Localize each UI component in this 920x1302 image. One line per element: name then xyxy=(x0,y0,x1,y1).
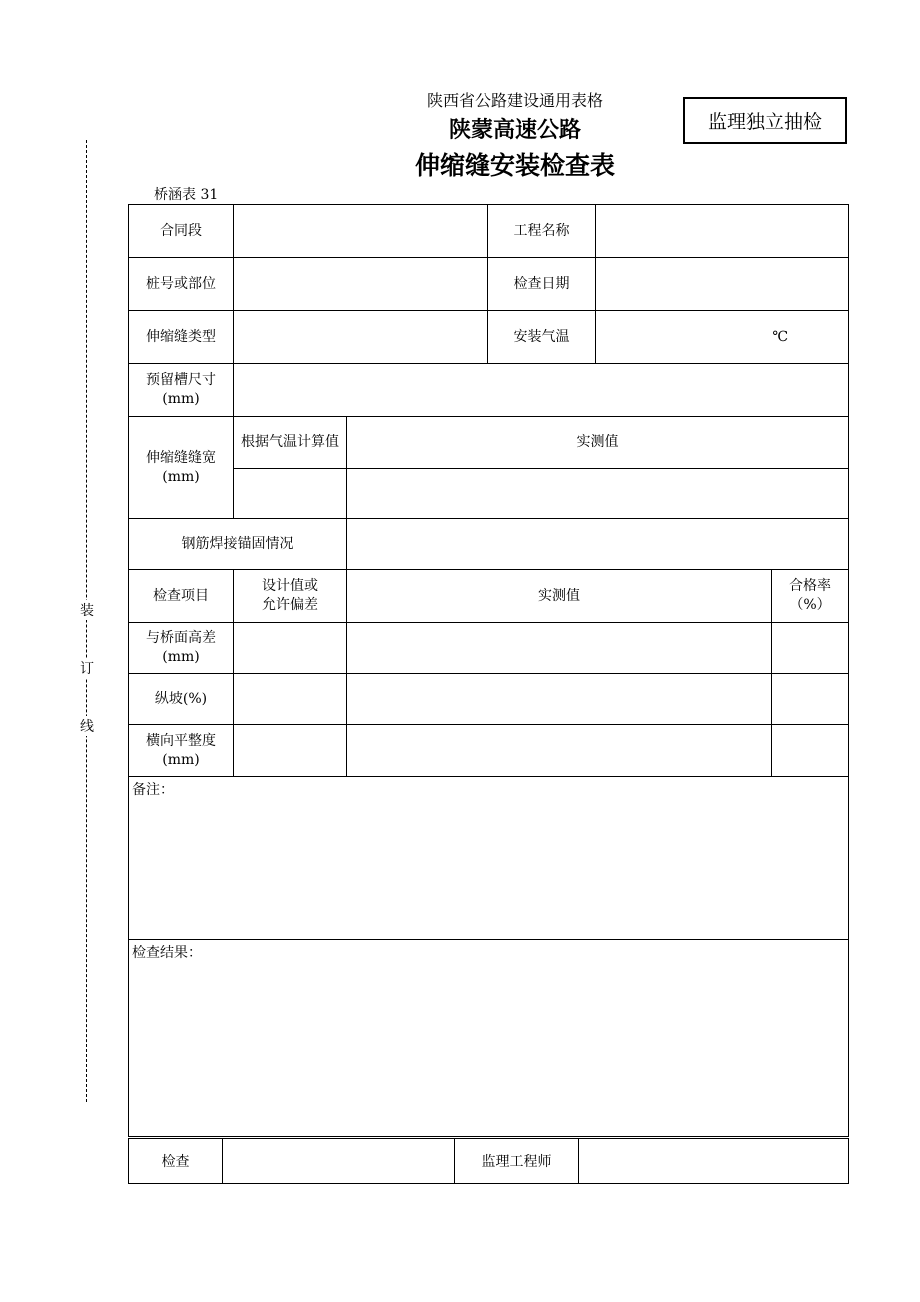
inspector-signature[interactable] xyxy=(223,1139,455,1184)
measured-value[interactable] xyxy=(347,469,849,519)
stamp-box: 监理独立抽检 xyxy=(683,97,847,144)
signature-table xyxy=(128,1138,849,1184)
inspector-label: 检查 xyxy=(129,1139,223,1184)
rate-cell[interactable] xyxy=(772,725,849,777)
measured-value-cell[interactable] xyxy=(347,725,772,777)
result-label: 检查结果： xyxy=(132,945,202,961)
binding-char: 装 xyxy=(78,600,96,620)
project-title: 陕蒙高速公路 xyxy=(448,118,581,143)
width-label xyxy=(129,417,234,519)
measured-value-cell[interactable] xyxy=(347,623,772,674)
inspection-form-table xyxy=(128,204,849,1137)
calc-value[interactable] xyxy=(234,469,347,519)
groove-value[interactable] xyxy=(234,364,849,417)
row-unit: (mm) xyxy=(162,649,200,665)
col-rate-line2: （%） xyxy=(789,597,831,613)
temp-label: 安装气温 xyxy=(488,311,596,364)
contract-label: 合同段 xyxy=(129,205,234,258)
supervisor-label: 监理工程师 xyxy=(455,1139,579,1184)
design-value-cell[interactable] xyxy=(234,674,347,725)
col-measured-header: 实测值 xyxy=(347,570,772,623)
inspection-row-label xyxy=(129,623,234,674)
notes-area[interactable] xyxy=(129,777,849,940)
rate-cell[interactable] xyxy=(772,674,849,725)
date-label: 检查日期 xyxy=(488,258,596,311)
measured-label: 实测值 xyxy=(347,417,849,469)
station-label: 桩号或部位 xyxy=(129,258,234,311)
rate-cell[interactable] xyxy=(772,623,849,674)
width-label-text: 伸缩缝缝宽 xyxy=(146,449,216,466)
rebar-label: 钢筋焊接锚固情况 xyxy=(129,519,347,570)
project-name-value[interactable] xyxy=(596,205,849,258)
design-value-cell[interactable] xyxy=(234,725,347,777)
temp-unit: ℃ xyxy=(772,328,788,345)
col-rate-header xyxy=(772,570,849,623)
col-design-header xyxy=(234,570,347,623)
measured-value-cell[interactable] xyxy=(347,674,772,725)
rebar-value[interactable] xyxy=(347,519,849,570)
col-rate-line1: 合格率 xyxy=(789,578,831,594)
inspection-row-label xyxy=(129,674,234,725)
groove-label-text: 预留槽尺寸 xyxy=(146,372,216,388)
row-label-text: 横向平整度 xyxy=(146,732,216,749)
temp-value[interactable] xyxy=(596,311,849,364)
calc-label: 根据气温计算值 xyxy=(234,417,347,469)
groove-unit: (mm) xyxy=(162,391,200,407)
binding-char: 线 xyxy=(78,716,96,736)
inspection-row-label xyxy=(129,725,234,777)
joint-type-label: 伸缩缝类型 xyxy=(129,311,234,364)
contract-value[interactable] xyxy=(234,205,488,258)
row-label-text: 与桥面高差 xyxy=(146,630,216,646)
design-value-cell[interactable] xyxy=(234,623,347,674)
project-name-label: 工程名称 xyxy=(488,205,596,258)
binding-char: 订 xyxy=(78,658,96,678)
date-value[interactable] xyxy=(596,258,849,311)
col-design-line2: 允许偏差 xyxy=(262,597,318,613)
result-area[interactable] xyxy=(129,940,849,1137)
width-unit: (mm) xyxy=(162,468,200,485)
station-value[interactable] xyxy=(234,258,488,311)
supervisor-signature[interactable] xyxy=(579,1139,849,1184)
form-number: 桥涵表 31 xyxy=(154,187,219,203)
form-subtitle: 陕西省公路建设通用表格 xyxy=(426,91,603,110)
groove-label xyxy=(129,364,234,417)
binding-line xyxy=(86,140,87,1102)
notes-label: 备注： xyxy=(132,782,174,798)
row-unit: (mm) xyxy=(162,751,200,768)
col-design-line1: 设计值或 xyxy=(262,578,318,594)
col-item-header: 检查项目 xyxy=(129,570,234,623)
form-title: 伸缩缝安装检查表 xyxy=(414,151,615,180)
joint-type-value[interactable] xyxy=(234,311,488,364)
row-label-text: 纵坡(%) xyxy=(154,690,208,707)
